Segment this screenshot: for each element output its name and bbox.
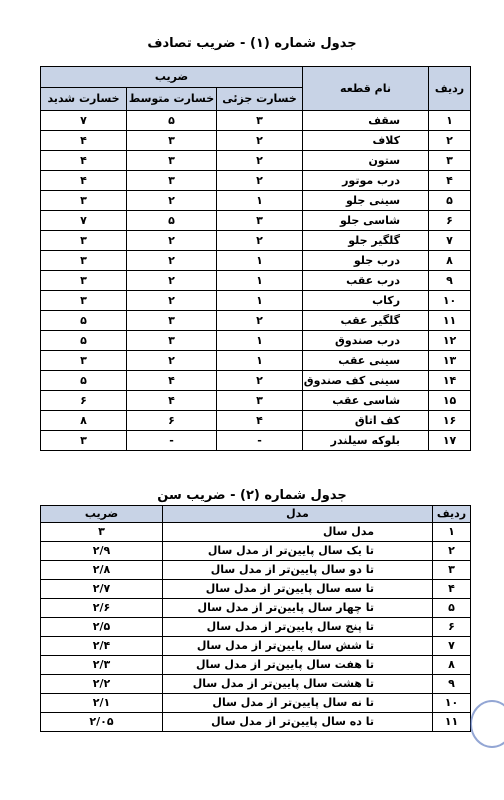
- accident-coefficient-table: [40, 66, 471, 451]
- medium-damage-cell: ۳: [127, 131, 217, 151]
- coefficient-cell: ۲/۶: [41, 599, 163, 618]
- table-row: [41, 618, 471, 637]
- part-name-cell: گلگیر عقب: [303, 311, 429, 331]
- model-cell: تا سه سال پایین‌تر از مدل سال: [163, 580, 433, 599]
- table-row: [41, 191, 471, 211]
- medium-damage-cell: ۵: [127, 211, 217, 231]
- table-row: [41, 331, 471, 351]
- table-row: [41, 580, 471, 599]
- coefficient-cell: ۲/۵: [41, 618, 163, 637]
- table-row: [41, 637, 471, 656]
- model-cell: تا پنج سال پایین‌تر از مدل سال: [163, 618, 433, 637]
- medium-damage-cell: ۳: [127, 331, 217, 351]
- table-row: [41, 291, 471, 311]
- minor-damage-cell: ۳: [217, 391, 303, 411]
- medium-damage-cell: ۳: [127, 151, 217, 171]
- severe-damage-cell: ۳: [41, 251, 127, 271]
- part-name-cell: کلاف: [303, 131, 429, 151]
- medium-damage-cell: ۳: [127, 311, 217, 331]
- table-row: [41, 171, 471, 191]
- header-coefficient: ضریب: [41, 67, 303, 88]
- part-name-cell: سقف: [303, 111, 429, 131]
- part-name-cell: سینی عقب: [303, 351, 429, 371]
- severe-damage-cell: ۶: [41, 391, 127, 411]
- row-number-cell: ۱۱: [429, 311, 471, 331]
- table-row: [41, 251, 471, 271]
- part-name-cell: درب صندوق: [303, 331, 429, 351]
- table-row: [41, 599, 471, 618]
- row-number-cell: ۵: [433, 599, 471, 618]
- table-row: [41, 694, 471, 713]
- coefficient-cell: ۲/۷: [41, 580, 163, 599]
- row-number-cell: ۶: [433, 618, 471, 637]
- model-cell: تا ده سال پایین‌تر از مدل سال: [163, 713, 433, 732]
- model-cell: تا هشت سال پایین‌تر از مدل سال: [163, 675, 433, 694]
- table-row: [41, 111, 471, 131]
- table-row: [41, 351, 471, 371]
- severe-damage-cell: ۳: [41, 231, 127, 251]
- age-coefficient-table: [40, 505, 471, 732]
- severe-damage-cell: ۵: [41, 371, 127, 391]
- severe-damage-cell: ۴: [41, 151, 127, 171]
- table-row: [41, 656, 471, 675]
- row-number-cell: ۱۶: [429, 411, 471, 431]
- row-number-cell: ۱۰: [433, 694, 471, 713]
- minor-damage-cell: ۲: [217, 131, 303, 151]
- part-name-cell: درب موتور: [303, 171, 429, 191]
- medium-damage-cell: ۵: [127, 111, 217, 131]
- row-number-cell: ۱۴: [429, 371, 471, 391]
- coefficient-cell: ۲/۴: [41, 637, 163, 656]
- table-row: [41, 271, 471, 291]
- row-number-cell: ۵: [429, 191, 471, 211]
- minor-damage-cell: ۲: [217, 311, 303, 331]
- table-row: [41, 523, 471, 542]
- medium-damage-cell: ۶: [127, 411, 217, 431]
- row-number-cell: ۱۱: [433, 713, 471, 732]
- row-number-cell: ۱۵: [429, 391, 471, 411]
- part-name-cell: شاسی جلو: [303, 211, 429, 231]
- model-cell: تا هفت سال پایین‌تر از مدل سال: [163, 656, 433, 675]
- severe-damage-cell: ۵: [41, 311, 127, 331]
- table-row: [41, 713, 471, 732]
- minor-damage-cell: ۱: [217, 351, 303, 371]
- row-number-cell: ۱۳: [429, 351, 471, 371]
- severe-damage-cell: ۷: [41, 111, 127, 131]
- part-name-cell: گلگیر جلو: [303, 231, 429, 251]
- table-row: [41, 411, 471, 431]
- model-cell: مدل سال: [163, 523, 433, 542]
- table-row: [41, 311, 471, 331]
- row-number-cell: ۱۲: [429, 331, 471, 351]
- table-row: [41, 675, 471, 694]
- medium-damage-cell: ۲: [127, 271, 217, 291]
- minor-damage-cell: ۳: [217, 211, 303, 231]
- severe-damage-cell: ۳: [41, 191, 127, 211]
- coefficient-cell: ۲/۱: [41, 694, 163, 713]
- model-cell: تا چهار سال پایین‌تر از مدل سال: [163, 599, 433, 618]
- severe-damage-cell: ۳: [41, 271, 127, 291]
- minor-damage-cell: ۴: [217, 411, 303, 431]
- header-part-name: نام قطعه: [303, 67, 429, 111]
- table-row: [41, 371, 471, 391]
- table-row: [41, 151, 471, 171]
- table-row: [41, 542, 471, 561]
- severe-damage-cell: ۴: [41, 131, 127, 151]
- severe-damage-cell: ۳: [41, 431, 127, 451]
- row-number-cell: ۲: [433, 542, 471, 561]
- table2-title: جدول شماره (۲) - ضریب سن: [157, 488, 347, 503]
- row-number-cell: ۷: [433, 637, 471, 656]
- header-minor-damage: خسارت جزئی: [217, 88, 303, 111]
- row-number-cell: ۷: [429, 231, 471, 251]
- severe-damage-cell: ۳: [41, 291, 127, 311]
- medium-damage-cell: ۳: [127, 171, 217, 191]
- table-row: [41, 391, 471, 411]
- table-row: [41, 211, 471, 231]
- part-name-cell: ستون: [303, 151, 429, 171]
- header-row-number: ردیف: [433, 506, 471, 523]
- severe-damage-cell: ۳: [41, 351, 127, 371]
- severe-damage-cell: ۵: [41, 331, 127, 351]
- row-number-cell: ۹: [429, 271, 471, 291]
- header-medium-damage: خسارت متوسط: [127, 88, 217, 111]
- minor-damage-cell: ۲: [217, 171, 303, 191]
- medium-damage-cell: ۴: [127, 371, 217, 391]
- severe-damage-cell: ۴: [41, 171, 127, 191]
- row-number-cell: ۲: [429, 131, 471, 151]
- severe-damage-cell: ۷: [41, 211, 127, 231]
- row-number-cell: ۱۷: [429, 431, 471, 451]
- table-row: [41, 231, 471, 251]
- minor-damage-cell: ۱: [217, 291, 303, 311]
- row-number-cell: ۱: [429, 111, 471, 131]
- header-severe-damage: خسارت شدید: [41, 88, 127, 111]
- severe-damage-cell: ۸: [41, 411, 127, 431]
- minor-damage-cell: ۱: [217, 331, 303, 351]
- minor-damage-cell: ۲: [217, 371, 303, 391]
- model-cell: تا دو سال پایین‌تر از مدل سال: [163, 561, 433, 580]
- row-number-cell: ۸: [429, 251, 471, 271]
- header-coefficient: ضریب: [41, 506, 163, 523]
- minor-damage-cell: ۱: [217, 271, 303, 291]
- part-name-cell: سینی جلو: [303, 191, 429, 211]
- medium-damage-cell: ۲: [127, 351, 217, 371]
- coefficient-cell: ۳: [41, 523, 163, 542]
- row-number-cell: ۳: [429, 151, 471, 171]
- table1-title: جدول شماره (۱) - ضریب تصادف: [147, 36, 357, 51]
- minor-damage-cell: ۲: [217, 151, 303, 171]
- row-number-cell: ۶: [429, 211, 471, 231]
- coefficient-cell: ۲/۰۵: [41, 713, 163, 732]
- minor-damage-cell: ۳: [217, 111, 303, 131]
- model-cell: تا یک سال پایین‌تر از مدل سال: [163, 542, 433, 561]
- medium-damage-cell: ۲: [127, 231, 217, 251]
- part-name-cell: رکاب: [303, 291, 429, 311]
- row-number-cell: ۴: [429, 171, 471, 191]
- minor-damage-cell: ۱: [217, 191, 303, 211]
- coefficient-cell: ۲/۲: [41, 675, 163, 694]
- part-name-cell: بلوکه سیلندر: [303, 431, 429, 451]
- row-number-cell: ۹: [433, 675, 471, 694]
- part-name-cell: درب عقب: [303, 271, 429, 291]
- minor-damage-cell: ۲: [217, 231, 303, 251]
- part-name-cell: شاسی عقب: [303, 391, 429, 411]
- medium-damage-cell: ۲: [127, 251, 217, 271]
- table-row: [41, 131, 471, 151]
- table-row: [41, 431, 471, 451]
- stamp-seal: [470, 700, 504, 748]
- medium-damage-cell: -: [127, 431, 217, 451]
- row-number-cell: ۴: [433, 580, 471, 599]
- coefficient-cell: ۲/۳: [41, 656, 163, 675]
- minor-damage-cell: -: [217, 431, 303, 451]
- row-number-cell: ۳: [433, 561, 471, 580]
- part-name-cell: کف اتاق: [303, 411, 429, 431]
- medium-damage-cell: ۲: [127, 191, 217, 211]
- model-cell: تا شش سال پایین‌تر از مدل سال: [163, 637, 433, 656]
- part-name-cell: درب جلو: [303, 251, 429, 271]
- table-row: [41, 561, 471, 580]
- minor-damage-cell: ۱: [217, 251, 303, 271]
- model-cell: تا نه سال پایین‌تر از مدل سال: [163, 694, 433, 713]
- coefficient-cell: ۲/۸: [41, 561, 163, 580]
- row-number-cell: ۱۰: [429, 291, 471, 311]
- header-model: مدل: [163, 506, 433, 523]
- row-number-cell: ۸: [433, 656, 471, 675]
- medium-damage-cell: ۴: [127, 391, 217, 411]
- part-name-cell: سینی کف صندوق: [303, 371, 429, 391]
- header-row-number: ردیف: [429, 67, 471, 111]
- medium-damage-cell: ۲: [127, 291, 217, 311]
- coefficient-cell: ۲/۹: [41, 542, 163, 561]
- row-number-cell: ۱: [433, 523, 471, 542]
